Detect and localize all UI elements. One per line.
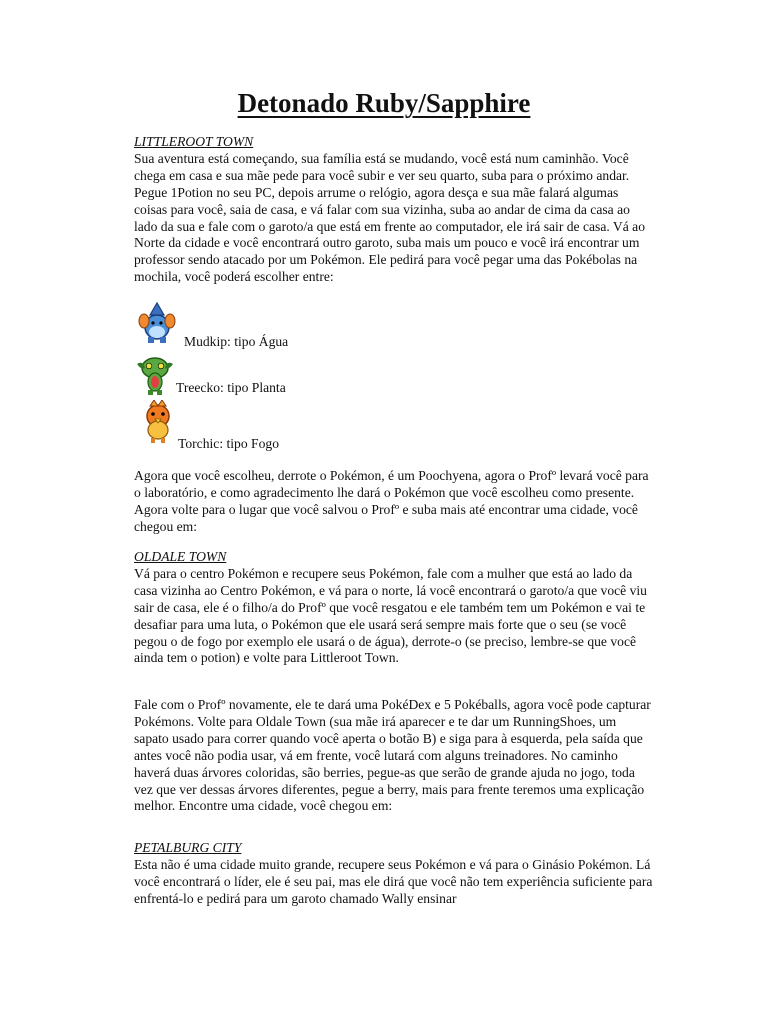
- section-oldale: [134, 549, 654, 667]
- torchic-sprite-icon: [138, 400, 178, 444]
- treecko-sprite-icon: [133, 354, 177, 396]
- paragraph-oldale-1: Vá para o centro Pokémon e recupere seus Pokémon, fale com a mulher que está ao lado da casa vizinha ao Centro Pokémon, e vá para o norte, lá você encontrará o garoto/a que você viu sair de casa, ele é o filho/a do Profº que você resgatou e ele também tem um Pokémon e vai te desafiar para uma luta, o Pokémon que ele usará será sempre mais forte que o seu (se você pegou o de fogo por exemplo ele usará o de água), derrote-o (se preciso, lembre-se que você ainda tem o potion) e volte para Littleroot Town.: [134, 565, 647, 666]
- section-heading-oldale: OLDALE TOWN: [134, 549, 227, 564]
- paragraph-petalburg: Esta não é uma cidade muito grande, recupere seus Pokémon e vá para o Ginásio Pokémon. Lá você encontrará o líder, ele é seu pai, mas ele dirá que você não tem experiência suficiente para enfrentá-lo e pedirá para um garoto chamado Wally ensinar: [134, 856, 653, 906]
- starter-torchic-label: Torchic: tipo Fogo: [178, 436, 279, 451]
- paragraph-littleroot: Sua aventura está começando, sua família está se mudando, você está num caminhão. Você chega em casa e sua mãe pede para você subir e ver seu quarto, suba para o próximo andar. Pegue 1Potion no seu PC, depois arrume o relógio, agora desça e sua mãe falará algumas coisas para você, saia de casa, e vá falar com sua vizinha, suba ao andar de cima da casa ao lado da sua e fale com o garoto/a que está em frente ao computador, ele irá sair de casa. Vá ao Norte da cidade e você encontrará outro garoto, suba mais um pouco e você irá encontrar um professor sendo atacado por um Pokémon. Ele pedirá para você pegar uma das Pokébolas na mochila, você poderá escolher entre:: [134, 150, 646, 285]
- section-oldale-continued: [134, 697, 654, 815]
- section-after-choice: [134, 468, 654, 536]
- paragraph-oldale-2: Fale com o Profº novamente, ele te dará uma PokéDex e 5 Pokéballs, agora você pode capturar Pokémons. Volte para Oldale Town (sua mãe irá aparecer e te dar um RunningShoes, um sapato usado para correr quando você aperta o botão B) e siga para à esquerda, pela saída que antes você não podia usar, vá em frente, você lutará com alguns treinadores. No caminho haverá duas árvores coloridas, são berries, pegue-as que serão de grande ajuda no jogo, toda vez que ver dessas árvores diferentes, pegue a berry, mais para frente teremos uma explicação melhor. Encontre uma cidade, você chegou em:: [134, 697, 651, 814]
- starter-treecko-label: Treecko: tipo Planta: [176, 380, 286, 395]
- section-littleroot: [134, 134, 654, 286]
- section-petalburg: [134, 840, 654, 908]
- paragraph-after-choice: Agora que você escolheu, derrote o Pokémon, é um Poochyena, agora o Profº levará você para o laboratório, e como agradecimento lhe dará o Pokémon que você escolheu como presente. Agora volte para o lugar que você salvou o Profº e suba mais até encontrar uma cidade, você chegou em:: [134, 468, 649, 534]
- mudkip-sprite-icon: [137, 301, 177, 345]
- starter-mudkip-label: Mudkip: tipo Água: [184, 334, 289, 349]
- document-title: Detonado Ruby/Sapphire: [237, 88, 531, 118]
- section-heading-littleroot: LITTLEROOT TOWN: [134, 134, 254, 149]
- section-heading-petalburg: PETALBURG CITY: [134, 840, 242, 855]
